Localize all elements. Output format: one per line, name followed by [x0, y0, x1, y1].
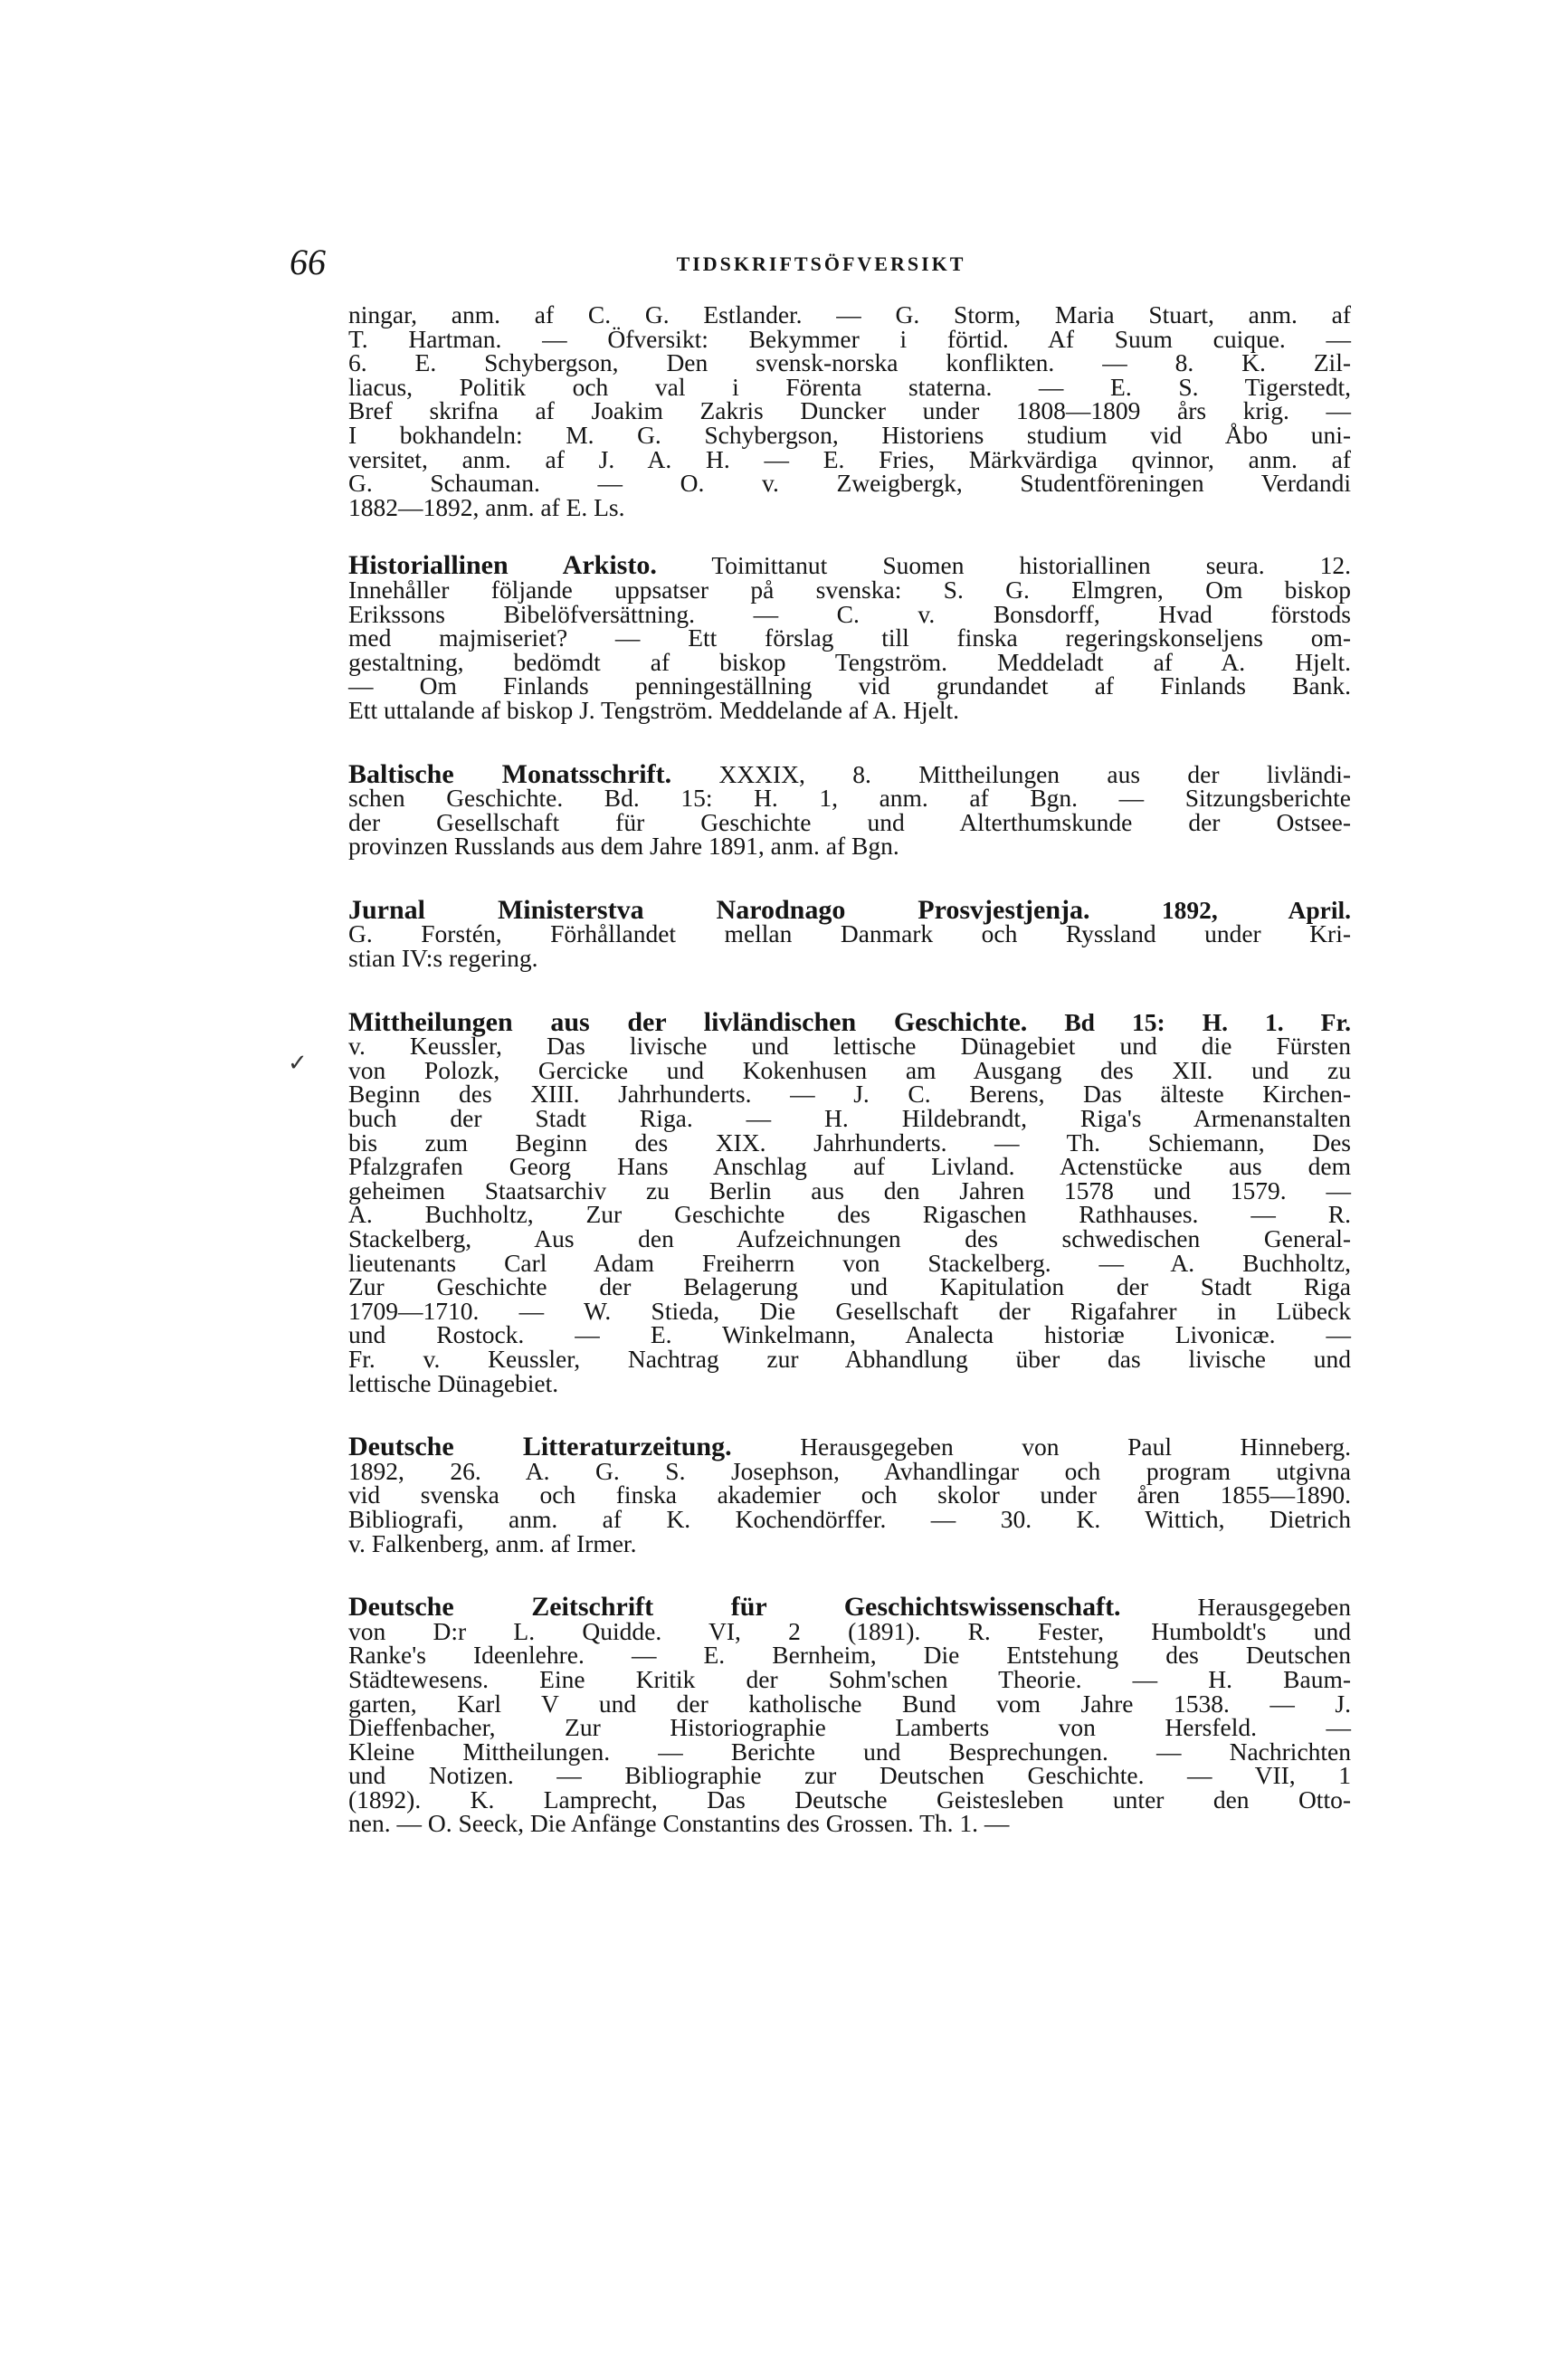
- journal-title: Deutsche Zeitschrift für Geschichtswissenschaft.: [348, 1592, 1121, 1623]
- journal-title: Jurnal Ministerstva Narodnago Prosvjestjenja.: [348, 894, 1090, 925]
- text-line: und Notizen. — Bibliographie zur Deutschen Geschichte. — VII, 1: [348, 1761, 1351, 1790]
- text-line: Fr. v. Keussler, Nachtrag zur Abhandlung über das livische und: [348, 1344, 1351, 1373]
- text-line: G. Schauman. — O. v. Zweigbergk, Studentföreningen Verdandi: [348, 469, 1351, 498]
- text-line: geheimen Staatsarchiv zu Berlin aus den Jahren 1578 und 1579. —: [348, 1176, 1351, 1204]
- text-line: 1882—1892, anm. af E. Ls.: [348, 492, 625, 521]
- entry-first-line: [348, 758, 1352, 789]
- text-line: liacus, Politik och val i Förenta staterna. — E. S. Tigerstedt,: [348, 372, 1351, 401]
- text-line: Ett uttalande af biskop J. Tengström. Meddelande af A. Hjelt.: [348, 695, 959, 724]
- text-line: provinzen Russlands aus dem Jahre 1891, anm. af Bgn.: [348, 832, 899, 861]
- text-line: von D:r L. Quidde. VI, 2 (1891). R. Fester, Humboldt's und: [348, 1616, 1351, 1645]
- margin-mark: ✓: [288, 1050, 308, 1076]
- text-line: — Om Finlands penningeställning vid grundandet af Finlands Bank.: [348, 671, 1351, 700]
- text-line: Kleine Mittheilungen. — Berichte und Besprechungen. — Nachrichten: [348, 1737, 1351, 1766]
- text-line: v. Falkenberg, anm. af Irmer.: [348, 1528, 637, 1557]
- text-line: Dieffenbacher, Zur Historiographie Lamberts von Hersfeld. —: [348, 1713, 1351, 1742]
- text-line: I bokhandeln: M. G. Schybergson, Historiens studium vid Åbo uni-: [348, 420, 1351, 449]
- text-line: und Rostock. — E. Winkelmann, Analecta historiæ Livonicæ. —: [348, 1320, 1351, 1349]
- text-line: nen. — O. Seeck, Die Anfänge Constantins des Grossen. Th. 1. —: [348, 1809, 1010, 1838]
- text-line: Beginn des XIII. Jahrhunderts. — J. C. Berens, Das älteste Kirchen-: [348, 1080, 1351, 1109]
- text-line: lettische Dünagebiet.: [348, 1368, 559, 1397]
- text-line: Herausgegeben: [1120, 1593, 1351, 1622]
- text-line: 1709—1710. — W. Stieda, Die Gesellschaft der Rigafahrer in Lübeck: [348, 1296, 1351, 1325]
- entry-mittheilungen: [348, 1006, 1352, 1397]
- text-line: 1892, April.: [1089, 895, 1351, 924]
- journal-title: Deutsche Litteraturzeitung.: [348, 1432, 732, 1462]
- text-line: Bref skrifna af Joakim Zakris Duncker under 1808—1809 års krig. —: [348, 396, 1351, 425]
- text-line: stian IV:s regering.: [348, 944, 538, 973]
- entry-jurnal-ministerstva: [348, 894, 1351, 973]
- text-line: Ranke's Ideenlehre. — E. Bernheim, Die Entstehung des Deutschen: [348, 1641, 1351, 1670]
- text-line: 6. E. Schybergson, Den svensk-norska konflikten. — 8. K. Zil-: [348, 348, 1351, 377]
- text-line: XXXIX, 8. Mittheilungen aus der livländi-: [671, 759, 1352, 788]
- entry-first-line: [348, 550, 1351, 581]
- text-line: schen Geschichte. Bd. 15: H. 1, anm. af Bgn. — Sitzungsberichte: [348, 784, 1351, 813]
- text-line: garten, Karl V und der katholische Bund vom Jahre 1538. — J.: [348, 1689, 1351, 1718]
- text-line: G. Forstén, Förhållandet mellan Danmark och Ryssland under Kri-: [348, 919, 1351, 948]
- text-line: v. Keussler, Das livische und lettische Dünagebiet und die Fürsten: [348, 1032, 1351, 1061]
- text-line: Bd 15: H. 1. Fr.: [1027, 1007, 1352, 1036]
- text-line: Städtewesens. Eine Kritik der Sohm'schen Theorie. — H. Baum-: [348, 1664, 1351, 1693]
- text-line: ningar, anm. af C. G. Estlander. — G. Storm, Maria Stuart, anm. af: [348, 300, 1351, 328]
- journal-title: Historiallinen Arkisto.: [348, 550, 657, 581]
- text-line: (1892). K. Lamprecht, Das Deutsche Geistesleben unter den Otto-: [348, 1785, 1351, 1814]
- text-line: von Polozk, Gercicke und Kokenhusen am Ausgang des XII. und zu: [348, 1055, 1351, 1084]
- journal-title: Mittheilungen aus der livländischen Geschichte.: [348, 1006, 1028, 1037]
- entry-deutsche-zeitschrift: [348, 1592, 1351, 1838]
- text-line: gestaltning, bedömdt af biskop Tengström. Meddeladt af A. Hjelt.: [348, 647, 1351, 676]
- text-line: versitet, anm. af J. A. H. — E. Fries, Märkvärdiga qvinnor, anm. af: [348, 444, 1351, 473]
- entry-first-line: [348, 1432, 1351, 1462]
- text-line: A. Buchholtz, Zur Geschichte des Rigaschen Rathhauses. — R.: [348, 1200, 1351, 1229]
- text-line: Innehåller följande uppsatser på svenska: S. G. Elmgren, Om biskop: [348, 575, 1351, 604]
- text-line: med majmiseriet? — Ett förslag till finska regeringskonseljens om-: [348, 624, 1351, 652]
- text-line: Pfalzgrafen Georg Hans Anschlag auf Livland. Actenstücke aus dem: [348, 1152, 1351, 1181]
- text-line: Bibliografi, anm. af K. Kochendörffer. — 30. K. Wittich, Dietrich: [348, 1504, 1351, 1533]
- text-line: T. Hartman. — Öfversikt: Bekymmer i förtid. Af Suum cuique. —: [348, 324, 1351, 353]
- running-head: TIDSKRIFTSÖFVERSIKT: [676, 252, 966, 275]
- entry-first-line: [348, 1592, 1351, 1623]
- text-line: Herausgegeben von Paul Hinneberg.: [731, 1433, 1351, 1461]
- text-line: Erikssons Bibelöfversättning. — C. v. Bonsdorff, Hvad förstods: [348, 599, 1351, 628]
- text-line: bis zum Beginn des XIX. Jahrhunderts. — Th. Schiemann, Des: [348, 1128, 1351, 1157]
- entry-first-line: [348, 894, 1351, 925]
- text-line: Zur Geschichte der Belagerung und Kapitulation der Stadt Riga: [348, 1272, 1351, 1301]
- text-line: lieutenants Carl Adam Freiherrn von Stackelberg. — A. Buchholtz,: [348, 1248, 1351, 1277]
- text-line: vid svenska och finska akademier och skolor under åren 1855—1890.: [348, 1480, 1351, 1509]
- entry-historiallinen-arkisto: [348, 550, 1351, 724]
- entry-continuation: [348, 300, 1351, 521]
- entry-first-line: [348, 1006, 1352, 1037]
- page-number: 66: [290, 242, 326, 282]
- text-line: der Gesellschaft für Geschichte und Alterthumskunde der Ostsee-: [348, 807, 1351, 836]
- body-text: [348, 300, 1352, 1876]
- text-line: Stackelberg, Aus den Aufzeichnungen des schwedischen General-: [348, 1224, 1351, 1252]
- journal-title: Baltische Monatsschrift.: [348, 758, 672, 789]
- text-line: 1892, 26. A. G. S. Josephson, Avhandlingar och program utgivna: [348, 1456, 1351, 1485]
- text-line: Toimittanut Suomen historiallinen seura. 12.: [656, 551, 1351, 580]
- page-header: [290, 237, 1353, 288]
- entry-baltische-monatsschrift: [348, 758, 1352, 861]
- entry-deutsche-litteraturzeitung: [348, 1432, 1351, 1557]
- text-line: buch der Stadt Riga. — H. Hildebrandt, Riga's Armenanstalten: [348, 1104, 1351, 1133]
